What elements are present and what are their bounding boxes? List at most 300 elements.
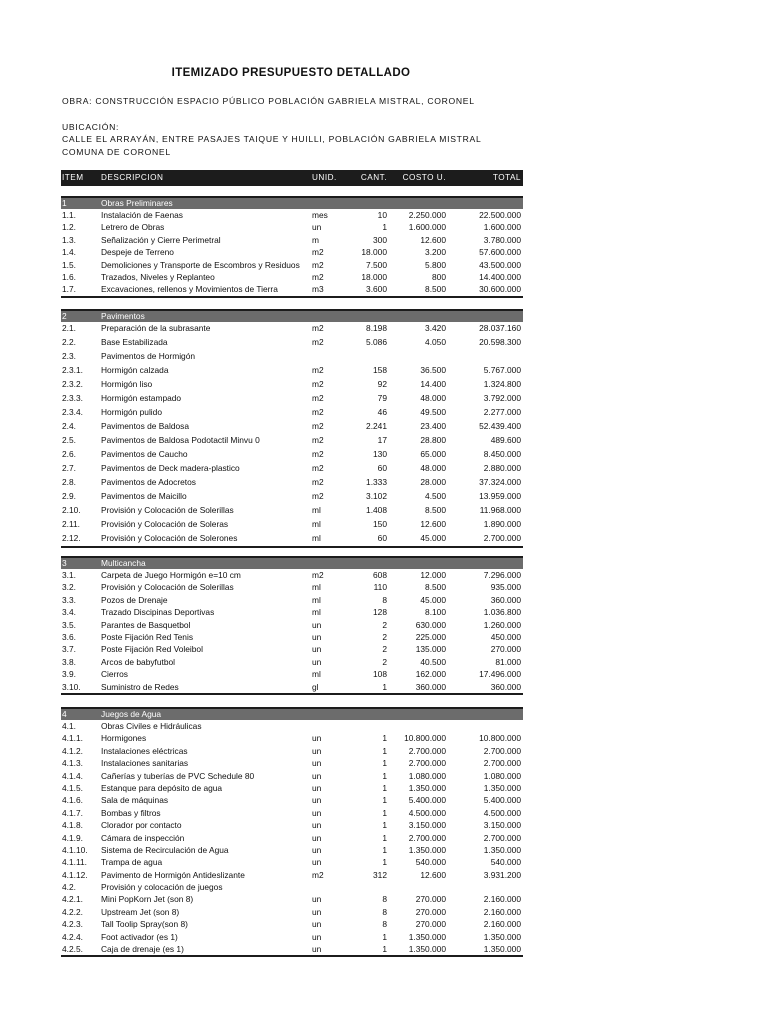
cell-item-number: 2.7. — [62, 463, 76, 473]
header-unit: UNID. — [312, 173, 337, 182]
table-row — [61, 209, 523, 221]
header-item: ITEM — [62, 173, 84, 182]
cell-quantity: 3.600 — [366, 284, 387, 295]
cell-total: 4.500.000 — [483, 807, 521, 818]
cell-total: 450.000 — [490, 631, 521, 642]
section-4 — [61, 707, 523, 957]
cell-unit-cost: 65.000 — [420, 449, 446, 459]
cell-quantity: 1 — [382, 944, 387, 955]
cell-total: 1.350.000 — [483, 931, 521, 942]
cell-item-number: 4.1.10. — [62, 844, 88, 855]
cell-unit: m2 — [312, 393, 324, 403]
cell-quantity: 1 — [382, 820, 387, 831]
cell-total: 2.700.000 — [483, 533, 521, 543]
cell-unit-cost: 1.350.000 — [408, 944, 446, 955]
cell-unit-cost: 28.000 — [420, 477, 446, 487]
cell-description: Provisión y Colocación de Solerillas — [101, 505, 234, 515]
location-line-1: CALLE EL ARRAYÁN, ENTRE PASAJES TAIQUE Y HUILLI, POBLACIÓN GABRIELA MISTRAL — [62, 134, 482, 144]
table-row — [61, 246, 523, 258]
cell-unit-cost: 45.000 — [420, 533, 446, 543]
cell-item-number: 4.1.8. — [62, 820, 83, 831]
cell-item-number: 4.2. — [62, 882, 76, 893]
cell-unit: m2 — [312, 570, 324, 580]
cell-item-number: 2.9. — [62, 491, 76, 501]
cell-item-number: 4.1.1. — [62, 733, 83, 744]
cell-item-number: 2.12. — [62, 533, 81, 543]
cell-quantity: 1 — [382, 222, 387, 233]
cell-unit-cost: 2.700.000 — [408, 745, 446, 756]
cell-total: 270.000 — [490, 644, 521, 655]
cell-unit: gl — [312, 681, 319, 692]
cell-unit: m2 — [312, 491, 324, 501]
cell-unit: un — [312, 919, 322, 930]
cell-quantity: 2.241 — [366, 421, 387, 431]
cell-description: Arcos de babyfutbol — [101, 656, 176, 667]
cell-description: Excavaciones, rellenos y Movimientos de Tierra — [101, 284, 278, 295]
cell-description: Poste Fijación Red Tenis — [101, 631, 194, 642]
cell-unit: m2 — [312, 463, 324, 473]
table-row — [61, 490, 523, 504]
section-header — [61, 556, 523, 569]
cell-total: 3.792.000 — [483, 393, 521, 403]
table-row — [61, 234, 523, 246]
table-row — [61, 807, 523, 819]
table-row — [61, 643, 523, 655]
table-row — [61, 906, 523, 918]
cell-total: 11.968.000 — [479, 505, 521, 515]
cell-unit-cost: 270.000 — [415, 894, 446, 905]
cell-unit-cost: 49.500 — [420, 407, 446, 417]
cell-unit-cost: 4.500.000 — [408, 807, 446, 818]
cell-quantity: 60 — [377, 463, 387, 473]
cell-item-number: 3.9. — [62, 669, 76, 680]
table-row — [61, 631, 523, 643]
cell-quantity: 1 — [382, 931, 387, 942]
table-row — [61, 681, 523, 693]
cell-quantity: 5.086 — [366, 337, 387, 347]
table-row — [61, 378, 523, 392]
table-row — [61, 462, 523, 476]
cell-unit-cost: 12.600 — [420, 519, 446, 529]
cell-total: 1.890.000 — [483, 519, 521, 529]
cell-item-number: 4.2.4. — [62, 931, 83, 942]
cell-description: Pavimentos de Hormigón — [101, 351, 196, 361]
cell-total: 2.277.000 — [483, 407, 521, 417]
cell-unit-cost: 135.000 — [415, 644, 446, 655]
cell-unit-cost: 3.150.000 — [408, 820, 446, 831]
table-row — [61, 794, 523, 806]
cell-description: Cañerías y tuberías de PVC Schedule 80 — [101, 770, 255, 781]
cell-description: Pavimentos de Baldosa Podotactil Minvu 0 — [101, 435, 260, 445]
cell-description: Pavimentos de Baldosa — [101, 421, 189, 431]
cell-unit: un — [312, 807, 322, 818]
cell-total: 20.598.300 — [479, 337, 521, 347]
cell-description: Pavimentos de Caucho — [101, 449, 188, 459]
cell-item-number: 4.1.9. — [62, 832, 83, 843]
table-row — [61, 392, 523, 406]
cell-quantity: 130 — [373, 449, 387, 459]
cell-description: Suministro de Redes — [101, 681, 179, 692]
table-row — [61, 869, 523, 881]
table-row — [61, 606, 523, 618]
section-number: 1 — [62, 198, 67, 208]
table-row — [61, 322, 523, 336]
table-row — [61, 881, 523, 893]
cell-unit: un — [312, 631, 322, 642]
cell-unit: m2 — [312, 449, 324, 459]
cell-total: 8.450.000 — [483, 449, 521, 459]
cell-total: 540.000 — [490, 857, 521, 868]
cell-quantity: 60 — [377, 533, 387, 543]
section-header — [61, 196, 523, 209]
cell-quantity: 2 — [382, 631, 387, 642]
header-unit-cost: COSTO U. — [402, 173, 446, 182]
table-row — [61, 893, 523, 905]
table-row — [61, 656, 523, 668]
cell-unit-cost: 2.700.000 — [408, 832, 446, 843]
cell-quantity: 150 — [373, 519, 387, 529]
cell-unit: ml — [312, 505, 321, 515]
table-row — [61, 504, 523, 518]
table-row — [61, 581, 523, 593]
cell-description: Preparación de la subrasante — [101, 323, 211, 333]
cell-quantity: 7.500 — [366, 259, 387, 270]
cell-item-number: 3.7. — [62, 644, 76, 655]
cell-description: Trampa de agua — [101, 857, 163, 868]
cell-unit: ml — [312, 669, 321, 680]
cell-description: Poste Fijación Red Voleibol — [101, 644, 203, 655]
cell-unit-cost: 8.500 — [425, 284, 446, 295]
cell-item-number: 2.1. — [62, 323, 76, 333]
cell-item-number: 3.2. — [62, 582, 76, 593]
cell-total: 14.400.000 — [479, 271, 521, 282]
cell-description: Provisión y colocación de juegos — [101, 882, 223, 893]
cell-description: Letrero de Obras — [101, 222, 165, 233]
cell-description: Sistema de Recirculación de Agua — [101, 844, 229, 855]
cell-quantity: 8 — [382, 919, 387, 930]
cell-quantity: 110 — [373, 582, 387, 593]
cell-unit: ml — [312, 582, 321, 593]
cell-total: 22.500.000 — [479, 210, 521, 220]
cell-item-number: 4.1.4. — [62, 770, 83, 781]
cell-quantity: 2 — [382, 644, 387, 655]
cell-item-number: 4.2.2. — [62, 906, 83, 917]
cell-unit-cost: 48.000 — [420, 393, 446, 403]
cell-quantity: 1 — [382, 733, 387, 744]
cell-total: 43.500.000 — [479, 259, 521, 270]
cell-description: Hormigón pulido — [101, 407, 162, 417]
cell-unit: un — [312, 894, 322, 905]
cell-unit: un — [312, 931, 322, 942]
cell-unit: m2 — [312, 365, 324, 375]
cell-quantity: 1 — [382, 745, 387, 756]
cell-total: 1.350.000 — [483, 944, 521, 955]
cell-quantity: 300 — [373, 234, 387, 245]
cell-total: 28.037.160 — [479, 323, 521, 333]
cell-unit: m2 — [312, 477, 324, 487]
cell-quantity: 8 — [382, 594, 387, 605]
cell-unit-cost: 5.400.000 — [408, 795, 446, 806]
cell-unit-cost: 360.000 — [415, 681, 446, 692]
cell-total: 1.324.800 — [483, 379, 521, 389]
cell-unit-cost: 8.500 — [425, 505, 446, 515]
cell-unit-cost: 36.500 — [420, 365, 446, 375]
cell-unit: m2 — [312, 247, 324, 258]
cell-unit-cost: 3.420 — [425, 323, 446, 333]
cell-quantity: 1 — [382, 758, 387, 769]
cell-quantity: 108 — [373, 669, 387, 680]
cell-total: 1.080.000 — [483, 770, 521, 781]
cell-unit-cost: 45.000 — [420, 594, 446, 605]
cell-total: 10.800.000 — [479, 733, 521, 744]
cell-description: Trazados, Niveles y Replanteo — [101, 271, 215, 282]
cell-total: 3.931.200 — [483, 869, 521, 880]
cell-quantity: 1 — [382, 844, 387, 855]
cell-item-number: 2.4. — [62, 421, 76, 431]
header-description: DESCRIPCION — [101, 173, 164, 182]
cell-description: Pozos de Drenaje — [101, 594, 168, 605]
cell-item-number: 4.1.6. — [62, 795, 83, 806]
cell-unit: un — [312, 832, 322, 843]
cell-description: Tall Toolip Spray(son 8) — [101, 919, 188, 930]
section-number: 4 — [62, 709, 67, 719]
cell-unit: un — [312, 820, 322, 831]
cell-item-number: 4.1.3. — [62, 758, 83, 769]
cell-total: 81.000 — [495, 656, 521, 667]
cell-unit-cost: 14.400 — [420, 379, 446, 389]
cell-unit: un — [312, 644, 322, 655]
cell-unit: m2 — [312, 337, 324, 347]
cell-item-number: 2.5. — [62, 435, 76, 445]
cell-unit: ml — [312, 519, 321, 529]
cell-unit: mes — [312, 210, 328, 220]
table-header — [61, 170, 523, 186]
cell-item-number: 2.3. — [62, 351, 76, 361]
cell-unit-cost: 4.500 — [425, 491, 446, 501]
cell-unit-cost: 540.000 — [415, 857, 446, 868]
cell-unit-cost: 1.350.000 — [408, 931, 446, 942]
cell-unit: un — [312, 733, 322, 744]
cell-item-number: 3.10. — [62, 681, 81, 692]
cell-unit-cost: 4.050 — [425, 337, 446, 347]
table-row — [61, 619, 523, 631]
cell-unit-cost: 48.000 — [420, 463, 446, 473]
cell-unit: m2 — [312, 407, 324, 417]
cell-item-number: 2.3.4. — [62, 407, 83, 417]
table-row — [61, 832, 523, 844]
cell-item-number: 4.1.12. — [62, 869, 88, 880]
cell-description: Hormigón calzada — [101, 365, 169, 375]
cell-description: Base Estabilizada — [101, 337, 168, 347]
cell-unit: un — [312, 619, 322, 630]
cell-total: 1.260.000 — [483, 619, 521, 630]
cell-unit-cost: 12.600 — [420, 234, 446, 245]
cell-description: Cámara de inspección — [101, 832, 185, 843]
table-row — [61, 283, 523, 295]
cell-total: 5.400.000 — [483, 795, 521, 806]
cell-quantity: 17 — [377, 435, 387, 445]
cell-quantity: 1 — [382, 795, 387, 806]
table-row — [61, 271, 523, 283]
cell-total: 2.160.000 — [483, 906, 521, 917]
cell-description: Provisión y Colocación de Solerillas — [101, 582, 234, 593]
table-row — [61, 918, 523, 930]
cell-unit-cost: 12.600 — [420, 869, 446, 880]
cell-unit: un — [312, 656, 322, 667]
cell-unit: un — [312, 758, 322, 769]
cell-quantity: 2 — [382, 656, 387, 667]
table-row — [61, 434, 523, 448]
cell-unit-cost: 5.800 — [425, 259, 446, 270]
cell-quantity: 1.333 — [366, 477, 387, 487]
cell-description: Cierros — [101, 669, 128, 680]
header-total: TOTAL — [492, 173, 521, 182]
cell-quantity: 46 — [377, 407, 387, 417]
cell-item-number: 3.1. — [62, 570, 76, 580]
cell-description: Señalización y Cierre Perimetral — [101, 234, 221, 245]
cell-quantity: 1 — [382, 681, 387, 692]
cell-description: Sala de máquinas — [101, 795, 169, 806]
cell-description: Carpeta de Juego Hormigón e=10 cm — [101, 570, 241, 580]
table-row — [61, 350, 523, 364]
cell-unit: m2 — [312, 435, 324, 445]
cell-description: Hormigón estampado — [101, 393, 182, 403]
cell-unit: un — [312, 844, 322, 855]
cell-item-number: 2.10. — [62, 505, 81, 515]
section-2 — [61, 309, 523, 548]
cell-item-number: 2.6. — [62, 449, 76, 459]
cell-total: 360.000 — [490, 594, 521, 605]
location-label: UBICACIÓN: — [62, 122, 120, 132]
table-row — [61, 732, 523, 744]
cell-item-number: 3.3. — [62, 594, 76, 605]
cell-description: Hormigones — [101, 733, 147, 744]
cell-item-number: 4.1.11. — [62, 857, 87, 868]
cell-description: Pavimentos de Adocretos — [101, 477, 196, 487]
table-row — [61, 594, 523, 606]
cell-unit-cost: 3.200 — [425, 247, 446, 258]
header-quantity: CANT. — [360, 173, 387, 182]
table-row — [61, 931, 523, 943]
cell-total: 3.780.000 — [483, 234, 521, 245]
cell-description: Demoliciones y Transporte de Escombros y Residuos — [101, 259, 300, 270]
cell-total: 1.600.000 — [483, 222, 521, 233]
cell-description: Instalación de Faenas — [101, 210, 183, 220]
cell-unit-cost: 270.000 — [415, 919, 446, 930]
cell-total: 57.600.000 — [479, 247, 521, 258]
cell-total: 2.160.000 — [483, 919, 521, 930]
cell-item-number: 4.1.2. — [62, 745, 83, 756]
table-row — [61, 856, 523, 868]
cell-description: Hormigón liso — [101, 379, 153, 389]
cell-unit-cost: 40.500 — [420, 656, 446, 667]
cell-description: Provisión y Colocación de Solerones — [101, 533, 238, 543]
table-row — [61, 668, 523, 680]
cell-unit-cost: 1.350.000 — [408, 782, 446, 793]
cell-item-number: 3.5. — [62, 619, 76, 630]
cell-quantity: 1.408 — [366, 505, 387, 515]
cell-quantity: 92 — [377, 379, 387, 389]
cell-unit-cost: 12.000 — [420, 570, 446, 580]
cell-description: Bombas y filtros — [101, 807, 161, 818]
table-row — [61, 420, 523, 434]
section-number: 3 — [62, 558, 67, 568]
section-rows — [61, 322, 523, 548]
cell-unit: m2 — [312, 323, 324, 333]
section-title: Juegos de Agua — [101, 709, 162, 719]
cell-quantity: 1 — [382, 782, 387, 793]
cell-total: 2.160.000 — [483, 894, 521, 905]
cell-total: 2.700.000 — [483, 832, 521, 843]
cell-item-number: 1.6. — [62, 271, 76, 282]
cell-quantity: 158 — [373, 365, 387, 375]
cell-unit-cost: 800 — [432, 271, 446, 282]
cell-description: Caja de drenaje (es 1) — [101, 944, 184, 955]
table-row — [61, 782, 523, 794]
cell-item-number: 4.2.5. — [62, 944, 83, 955]
section-title: Multicancha — [101, 558, 146, 568]
table-row — [61, 476, 523, 490]
table-row — [61, 448, 523, 462]
document-title: ITEMIZADO PRESUPUESTO DETALLADO — [171, 67, 411, 79]
table-row — [61, 770, 523, 782]
cell-quantity: 312 — [373, 869, 387, 880]
cell-description: Pavimentos de Maicillo — [101, 491, 187, 501]
cell-unit: un — [312, 745, 322, 756]
table-row — [61, 406, 523, 420]
project-name: OBRA: CONSTRUCCIÓN ESPACIO PÚBLICO POBLACIÓN GABRIELA MISTRAL, CORONEL — [62, 96, 475, 106]
cell-quantity: 79 — [377, 393, 387, 403]
cell-description: Parantes de Basquetbol — [101, 619, 191, 630]
cell-unit: m2 — [312, 271, 324, 282]
cell-item-number: 2.3.3. — [62, 393, 83, 403]
cell-unit-cost: 10.800.000 — [404, 733, 446, 744]
cell-quantity: 8 — [382, 894, 387, 905]
cell-quantity: 128 — [373, 607, 387, 618]
cell-item-number: 3.4. — [62, 607, 76, 618]
cell-quantity: 18.000 — [361, 271, 387, 282]
cell-description: Provisión y Colocación de Soleras — [101, 519, 229, 529]
cell-item-number: 4.1. — [62, 721, 76, 731]
cell-quantity: 8.198 — [366, 323, 387, 333]
cell-quantity: 1 — [382, 832, 387, 843]
cell-item-number: 2.3.1. — [62, 365, 83, 375]
section-header — [61, 309, 523, 322]
cell-total: 489.600 — [490, 435, 521, 445]
cell-description: Trazado Discipinas Deportivas — [101, 607, 215, 618]
cell-total: 13.959.000 — [479, 491, 521, 501]
cell-total: 52.439.400 — [479, 421, 521, 431]
table-row — [61, 757, 523, 769]
table-row — [61, 720, 523, 732]
cell-item-number: 2.8. — [62, 477, 76, 487]
cell-item-number: 1.5. — [62, 259, 76, 270]
cell-unit: un — [312, 857, 322, 868]
table-row — [61, 819, 523, 831]
cell-total: 30.600.000 — [479, 284, 521, 295]
cell-description: Foot activador (es 1) — [101, 931, 178, 942]
section-title: Obras Preliminares — [101, 198, 173, 208]
cell-unit-cost: 1.350.000 — [408, 844, 446, 855]
table-row — [61, 745, 523, 757]
cell-unit: un — [312, 782, 322, 793]
cell-description: Upstream Jet (son 8) — [101, 906, 180, 917]
table-row — [61, 259, 523, 271]
cell-quantity: 2 — [382, 619, 387, 630]
cell-quantity: 18.000 — [361, 247, 387, 258]
cell-unit-cost: 270.000 — [415, 906, 446, 917]
cell-quantity: 10 — [377, 210, 387, 220]
